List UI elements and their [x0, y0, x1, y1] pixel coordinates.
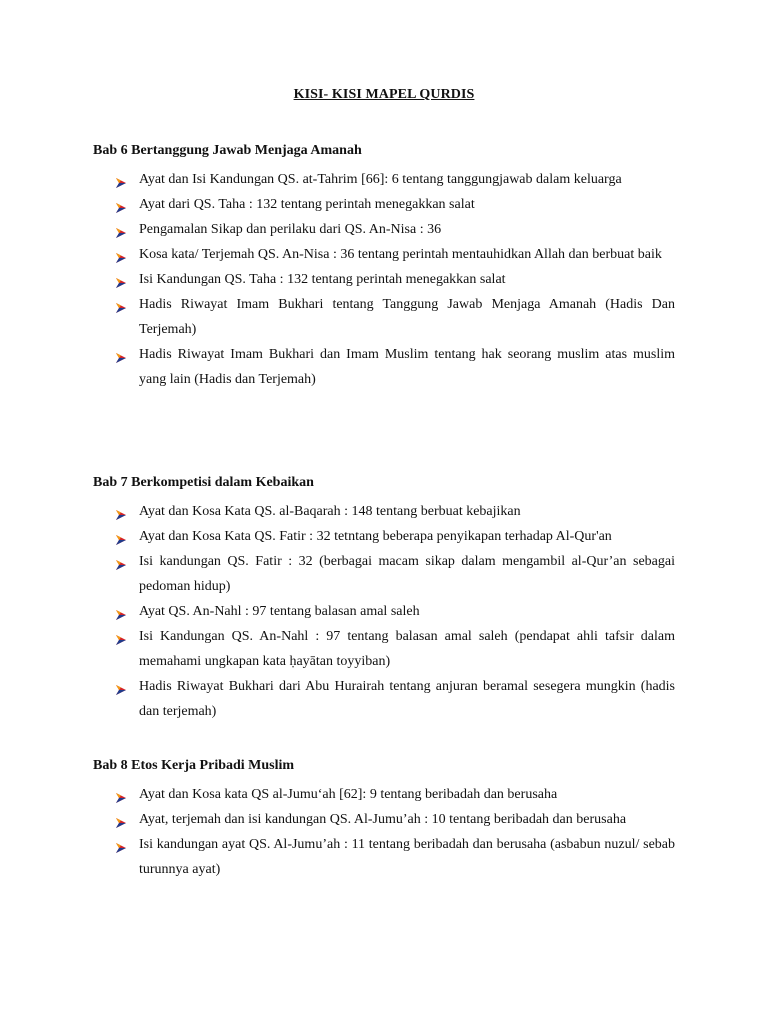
list-item-text: Ayat dan Kosa Kata QS. Fatir : 32 tetntang beberapa penyikapan terhadap Al-Qur'an	[139, 529, 612, 544]
list-item-text: Ayat dari QS. Taha : 132 tentang perintah menegakkan salat	[139, 197, 475, 212]
arrow-bullet-icon	[115, 348, 127, 360]
list-item	[93, 192, 675, 217]
section-title: Bab 7 Berkompetisi dalam Kebaikan	[93, 475, 314, 490]
list-item-text: Ayat dan Isi Kandungan QS. at-Tahrim [66]: 6 tentang tanggungjawab dalam keluarga	[139, 172, 622, 187]
list-item-text: Isi kandungan ayat QS. Al-Jumu’ah : 11 tentang beribadah dan berusaha (asbabun nuzul/ sebab turunnya ayat)	[139, 837, 675, 877]
list-item	[93, 624, 675, 674]
list-item-text: Ayat, terjemah dan isi kandungan QS. Al-Jumu’ah : 10 tentang beribadah dan berusaha	[139, 812, 627, 827]
list-item-text: Ayat QS. An-Nahl : 97 tentang balasan amal saleh	[139, 604, 420, 619]
arrow-bullet-icon	[115, 555, 127, 567]
bullet-list	[93, 499, 675, 724]
list-item	[93, 599, 675, 624]
section-bab-7	[93, 473, 675, 724]
list-item-text: Ayat dan Kosa kata QS al-Jumu‘ah [62]: 9 tentang beribadah dan berusaha	[139, 787, 558, 802]
list-item-text: Hadis Riwayat Bukhari dari Abu Hurairah tentang anjuran beramal sesegera mungkin (hadis dan terjemah)	[139, 679, 675, 719]
arrow-bullet-icon	[115, 530, 127, 542]
section-title: Bab 8 Etos Kerja Pribadi Muslim	[93, 758, 295, 773]
list-item-text: Hadis Riwayat Imam Bukhari dan Imam Muslim tentang hak seorang muslim atas muslim yang lain (Hadis dan Terjemah)	[139, 347, 675, 387]
list-item-text: Pengamalan Sikap dan perilaku dari QS. An-Nisa : 36	[139, 222, 442, 237]
arrow-bullet-icon	[115, 298, 127, 310]
section-bab-6	[93, 141, 675, 392]
list-item	[93, 832, 675, 882]
list-item	[93, 499, 675, 524]
arrow-bullet-icon	[115, 223, 127, 235]
list-item	[93, 674, 675, 724]
list-item-text: Kosa kata/ Terjemah QS. An-Nisa : 36 tentang perintah mentauhidkan Allah dan berbuat baik	[139, 247, 662, 262]
list-item	[93, 342, 675, 392]
arrow-bullet-icon	[115, 838, 127, 850]
arrow-bullet-icon	[115, 173, 127, 185]
document-title: KISI- KISI MAPEL QURDIS	[293, 87, 475, 102]
list-item	[93, 807, 675, 832]
arrow-bullet-icon	[115, 505, 127, 517]
arrow-bullet-icon	[115, 605, 127, 617]
bullet-list	[93, 782, 675, 882]
arrow-bullet-icon	[115, 273, 127, 285]
arrow-bullet-icon	[115, 248, 127, 260]
list-item	[93, 782, 675, 807]
arrow-bullet-icon	[115, 630, 127, 642]
arrow-bullet-icon	[115, 788, 127, 800]
arrow-bullet-icon	[115, 813, 127, 825]
list-item-text: Ayat dan Kosa Kata QS. al-Baqarah : 148 tentang berbuat kebajikan	[139, 504, 521, 519]
section-bab-8	[93, 756, 675, 882]
list-item-text: Isi Kandungan QS. An-Nahl : 97 tentang balasan amal saleh (pendapat ahli tafsir dalam memahami ungkapan kata ḥayātan toyyiban)	[139, 629, 675, 669]
list-item	[93, 217, 675, 242]
list-item	[93, 524, 675, 549]
list-item	[93, 292, 675, 342]
list-item	[93, 167, 675, 192]
list-item	[93, 267, 675, 292]
list-item-text: Hadis Riwayat Imam Bukhari tentang Tanggung Jawab Menjaga Amanah (Hadis Dan Terjemah)	[139, 297, 675, 337]
bullet-list	[93, 167, 675, 392]
arrow-bullet-icon	[115, 680, 127, 692]
list-item-text: Isi Kandungan QS. Taha : 132 tentang perintah menegakkan salat	[139, 272, 506, 287]
list-item-text: Isi kandungan QS. Fatir : 32 (berbagai macam sikap dalam mengambil al-Qur’an sebagai pedoman hidup)	[139, 554, 675, 594]
section-title: Bab 6 Bertanggung Jawab Menjaga Amanah	[93, 143, 362, 158]
list-item	[93, 242, 675, 267]
list-item	[93, 549, 675, 599]
arrow-bullet-icon	[115, 198, 127, 210]
